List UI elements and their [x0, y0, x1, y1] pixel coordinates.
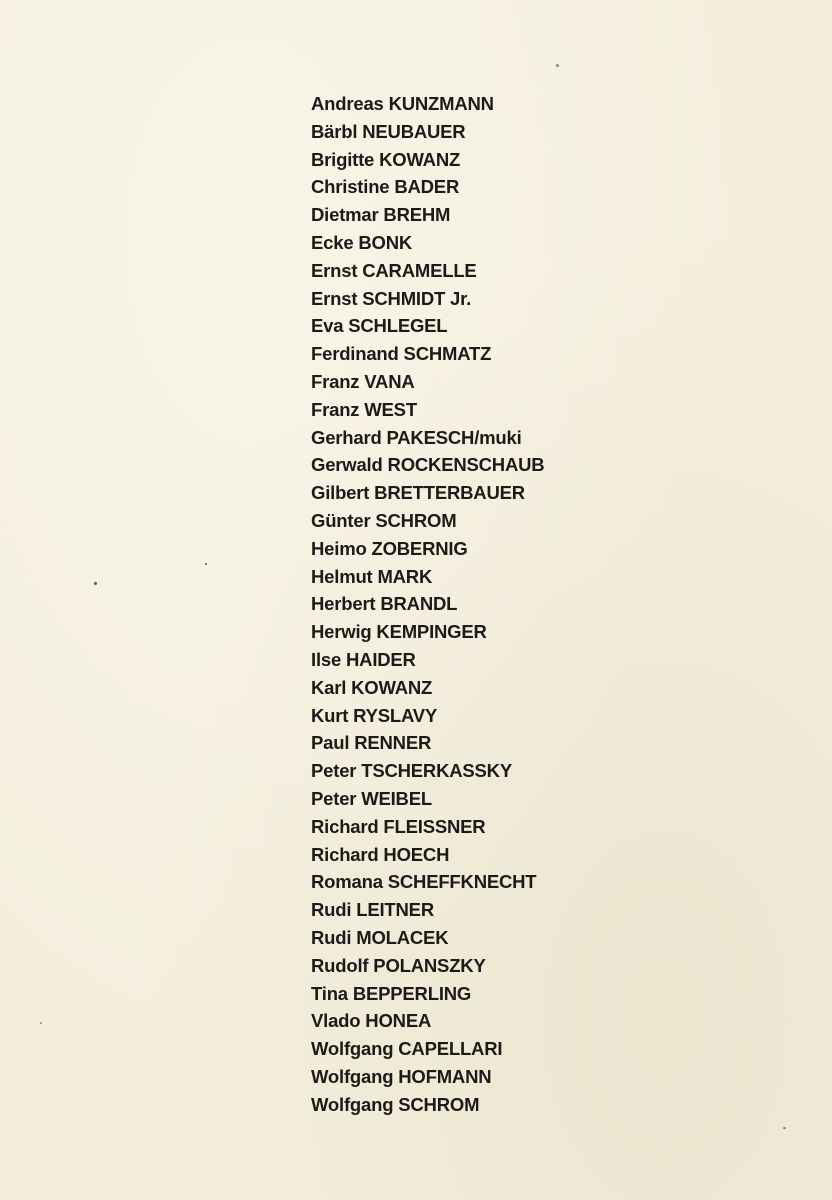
- artist-name: Peter WEIBEL: [311, 787, 432, 809]
- artist-name: Herwig KEMPINGER: [311, 621, 487, 643]
- paper-speck: [94, 582, 97, 585]
- artist-name: Paul RENNER: [311, 732, 432, 754]
- artist-name: Gerwald ROCKENSCHAUB: [311, 454, 545, 476]
- artist-name: Franz VANA: [311, 370, 415, 392]
- paper-speck: [205, 563, 207, 565]
- artist-name: Helmut MARK: [311, 565, 433, 587]
- paper-speck: [783, 1127, 786, 1129]
- paper-speck: [556, 64, 559, 67]
- artist-name: Richard FLEISSNER: [311, 815, 486, 837]
- artist-name: Andreas KUNZMANN: [311, 93, 494, 114]
- artist-name: Günter SCHROM: [311, 509, 457, 531]
- artist-name: Ecke BONK: [311, 231, 413, 253]
- artist-name: Ferdinand SCHMATZ: [311, 343, 492, 365]
- artist-name: Heimo ZOBERNIG: [311, 537, 468, 559]
- artist-name: Vlado HONEA: [311, 1010, 432, 1032]
- artist-name: Romana SCHEFFKNECHT: [311, 871, 537, 893]
- artist-name: Dietmar BREHM: [311, 204, 451, 226]
- artist-name: Tina BEPPERLING: [311, 982, 472, 1004]
- artist-name: Karl KOWANZ: [311, 676, 433, 698]
- artist-name: Rudi MOLACEK: [311, 926, 449, 948]
- artist-name-list: [311, 90, 544, 1118]
- artist-name: Rudi LEITNER: [311, 899, 434, 921]
- artist-name: Rudolf POLANSZKY: [311, 954, 486, 976]
- artist-name: Ilse HAIDER: [311, 648, 416, 670]
- artist-name: Eva SCHLEGEL: [311, 315, 448, 337]
- artist-name: Franz WEST: [311, 398, 417, 420]
- artist-name: Herbert BRANDL: [311, 593, 458, 615]
- artist-name: Ernst SCHMIDT Jr.: [311, 287, 472, 309]
- artist-name: Wolfgang HOFMANN: [311, 1065, 492, 1087]
- artist-name: Richard HOECH: [311, 843, 450, 865]
- artist-name: Wolfgang SCHROM: [311, 1093, 480, 1115]
- artist-name: Ernst CARAMELLE: [311, 259, 477, 281]
- artist-name: Brigitte KOWANZ: [311, 148, 461, 170]
- artist-name: Wolfgang CAPELLARI: [311, 1038, 503, 1060]
- artist-name: Gilbert BRETTERBAUER: [311, 482, 525, 504]
- paper-speck: [40, 1022, 42, 1024]
- artist-name: Christine BADER: [311, 176, 460, 198]
- artist-name: Gerhard PAKESCH/muki: [311, 426, 522, 448]
- artist-name: Peter TSCHERKASSKY: [311, 760, 512, 782]
- artist-name: Bärbl NEUBAUER: [311, 120, 466, 142]
- artist-name: Kurt RYSLAVY: [311, 704, 438, 726]
